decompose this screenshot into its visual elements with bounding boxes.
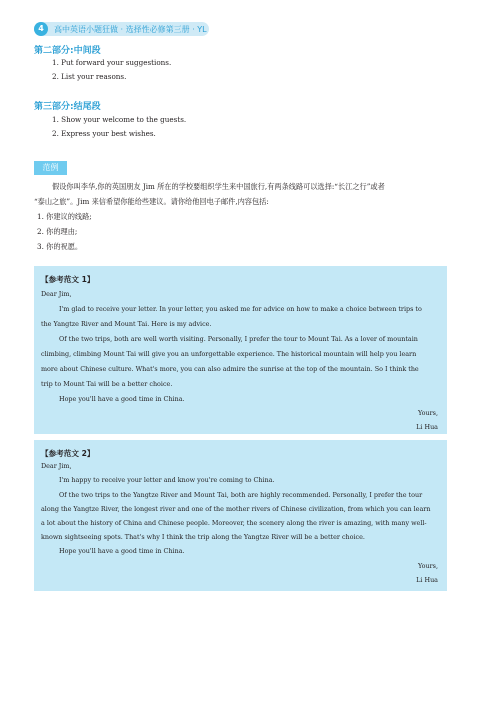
example-tag: 范例 xyxy=(34,161,67,175)
part2-item: 2. List your reasons. xyxy=(52,72,127,81)
essay-line: Hope you'll have a good time in China. xyxy=(59,395,185,403)
essay-line: the Yangtze River and Mount Tai. Here is my advice. xyxy=(41,320,212,328)
essay-line: Of the two trips, both are well worth visiting. Personally, I prefer the tour to Mount Tai. As a lover of mountain xyxy=(59,335,418,343)
essay-line: known sightseeing spots. That's why I think the trip along the Yangtze River will be a better choice. xyxy=(41,533,365,541)
part2-item: 1. Put forward your suggestions. xyxy=(52,58,172,67)
prompt-item: 2. 你的理由; xyxy=(37,227,78,236)
part3-title: 第三部分:结尾段 xyxy=(34,102,101,112)
page-number: 4 xyxy=(34,22,48,36)
sample-essay-2 xyxy=(34,440,447,591)
essay-line: Of the two trips to the Yangtze River and Mount Tai, both are highly recommended. Personally, I prefer the tour xyxy=(59,491,423,499)
essay-line: I'm glad to receive your letter. In your letter, you asked me for advice on how to make a choice between trips to xyxy=(59,305,422,313)
salutation: Dear Jim, xyxy=(41,462,72,470)
header-title: 高中英语小题狂做 · 选择性必修第三册 · YL xyxy=(54,24,207,34)
prompt-item: 1. 你建议的线路; xyxy=(37,212,92,221)
prompt-item: 3. 你的祝愿。 xyxy=(37,242,83,251)
signature: Li Hua xyxy=(416,423,438,431)
essay-line: more about Chinese culture. What's more, you can also admire the sunrise at the top of the mountain. So I think the xyxy=(41,365,419,373)
sample-label: 【参考范文 2】 xyxy=(41,449,95,458)
sample-label: 【参考范文 1】 xyxy=(41,275,95,284)
part3-item: 2. Express your best wishes. xyxy=(52,129,156,138)
closing: Yours, xyxy=(418,409,438,417)
prompt-line: “泰山之旅”。Jim 来信希望你能给些建议。请你给他回电子邮件,内容包括: xyxy=(34,197,269,206)
essay-line: a lot about the history of China and Chinese people. Moreover, the scenery along the river is amazing, with many well- xyxy=(41,519,427,527)
part3-item: 1. Show your welcome to the guests. xyxy=(52,115,187,124)
essay-line: climbing, climbing Mount Tai will give you an unforgettable experience. The historical mountain will help you learn xyxy=(41,350,417,358)
essay-line: along the Yangtze River, the longest river and one of the mother rivers of Chinese civilization, from which you can learn xyxy=(41,505,431,513)
signature: Li Hua xyxy=(416,576,438,584)
essay-line: I'm happy to receive your letter and know you're coming to China. xyxy=(59,476,275,484)
prompt-line: 假设你叫李华,你的英国朋友 Jim 所在的学校要组织学生来中国旅行,有两条线路可以选择:“长江之行”或者 xyxy=(52,182,385,191)
sample-essay-1 xyxy=(34,266,447,434)
salutation: Dear Jim, xyxy=(41,290,72,298)
part2-title: 第二部分:中间段 xyxy=(34,46,101,56)
essay-line: trip to Mount Tai will be a better choice. xyxy=(41,380,173,388)
essay-line: Hope you'll have a good time in China. xyxy=(59,547,185,555)
running-header xyxy=(34,22,209,36)
closing: Yours, xyxy=(418,562,438,570)
